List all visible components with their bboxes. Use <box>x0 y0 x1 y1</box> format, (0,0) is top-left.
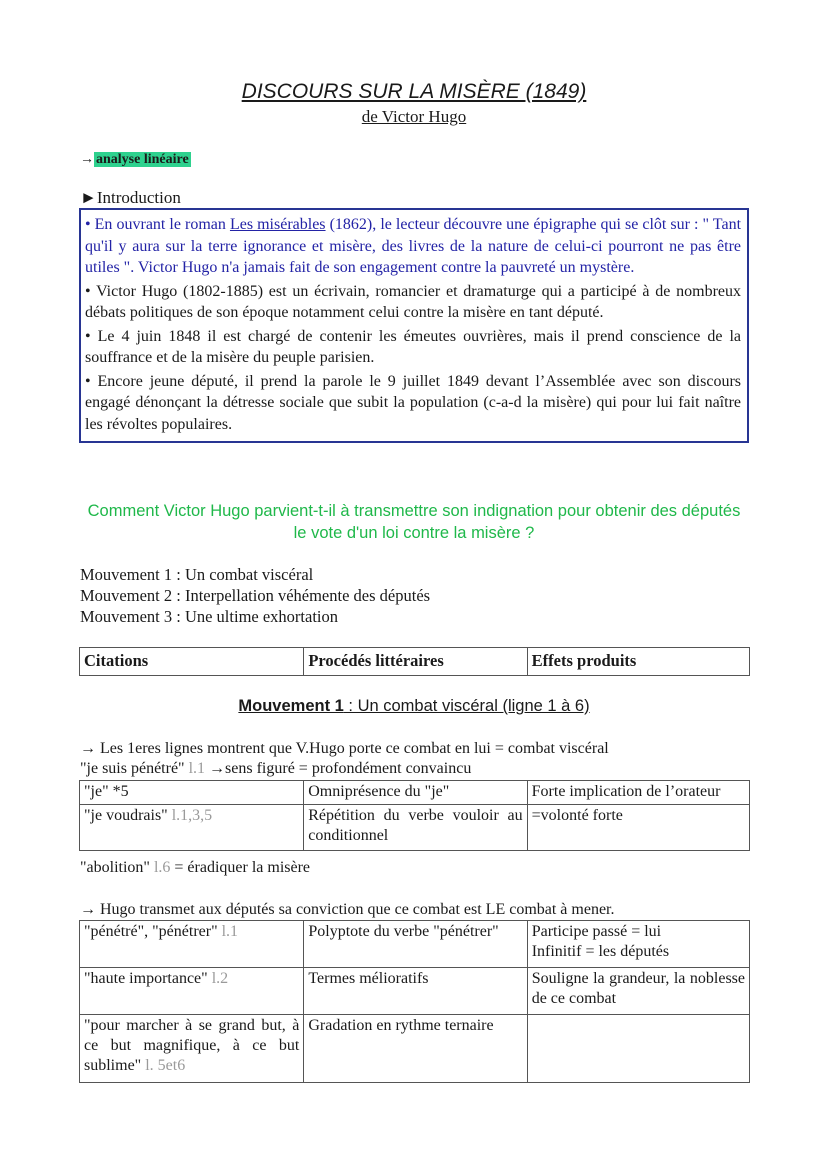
analyse-highlight: analyse linéaire <box>96 152 189 167</box>
header-procedes: Procédés littéraires <box>304 648 527 676</box>
intro-paragraph-3: • Le 4 juin 1848 il est chargé de contenir les émeutes ouvrières, mais il prend conscience de la souffrance et de la misère du peuple parisien. <box>85 327 741 366</box>
mouvement1-quote-line: "je suis pénétré" l.1 →sens figuré = profondément convaincu <box>80 760 472 777</box>
mouvement1-intro: → Les 1eres lignes montrent que V.Hugo porte ce combat en lui = combat viscéral <box>80 740 609 757</box>
intro-paragraph-4: • Encore jeune député, il prend la parole le 9 juillet 1849 devant l’Assemblée avec son discours engagé dénonçant la détresse sociale que subit la population (c-a-d la misère) qui pour lui fait naître les révoltes populaires. <box>85 372 741 433</box>
abolition-line: "abolition" l.6 = éradiquer la misère <box>80 859 311 876</box>
table-header-row <box>80 648 750 676</box>
mouvement-item: Mouvement 3 : Une ultime exhortation <box>80 607 338 626</box>
arrow-icon: → <box>80 152 94 167</box>
table-row: "je" *5 Omniprésence du "je" Forte implication de l’orateur <box>80 781 750 805</box>
book-link[interactable]: Les misérables <box>229 216 326 233</box>
mouvement-item: Mouvement 2 : Interpellation véhémente des députés <box>80 586 431 605</box>
header-effets: Effets produits <box>527 648 749 676</box>
mouvement1-title: Mouvement 1 : Un combat viscéral (ligne 1 à 6) <box>238 697 590 715</box>
mouvement1-intro-2: → Hugo transmet aux députés sa conviction que ce combat est LE combat à mener. <box>80 901 615 918</box>
author-subtitle: de Victor Hugo <box>361 107 467 126</box>
analysis-table-1 <box>79 780 750 851</box>
introduction-heading: ►Introduction <box>80 188 181 207</box>
mouvements-list <box>80 564 430 627</box>
problematique: Comment Victor Hugo parvient-t-il à transmettre son indignation pour obtenir des députés le vote d'un loi contre la misère ? <box>87 502 741 542</box>
intro-paragraph-1: • En ouvrant le roman Les misérables (1862), le lecteur découvre une épigraphe qui se clôt sur : " Tant qu'il y aura sur la terre ignorance et misère, des livres de la nature de celui-ci pourront ne pas être utiles ". Victor Hugo n'a jamais fait de son engagement contre la pauvreté un mystère. <box>85 216 742 276</box>
page-title: DISCOURS SUR LA MISÈRE (1849) <box>241 80 587 103</box>
analysis-table-2 <box>79 920 750 1083</box>
header-citations: Citations <box>80 648 304 676</box>
table-row: "pénétré", "pénétrer" l.1 Polyptote du verbe "pénétrer" Participe passé = lui Infinitif = les députés <box>80 921 750 968</box>
table-row: "haute importance" l.2 Termes mélioratifs Souligne la grandeur, la noblesse de ce combat <box>80 968 750 1015</box>
analyse-label <box>80 150 191 170</box>
table-row: "je voudrais" l.1,3,5 Répétition du verbe vouloir au conditionnel =volonté forte <box>80 805 750 851</box>
mouvement-item: Mouvement 1 : Un combat viscéral <box>80 565 314 584</box>
table-row: "pour marcher à se grand but, à ce but magnifique, à ce but sublime" l. 5et6 Gradation en rythme ternaire <box>80 1015 750 1083</box>
introduction-box <box>79 208 749 443</box>
header-table <box>79 647 750 676</box>
intro-paragraph-2: • Victor Hugo (1802-1885) est un écrivain, romancier et dramaturge qui a participé à de nombreux débats politiques de son époque notamment celui contre la misère en tant député. <box>85 282 741 321</box>
